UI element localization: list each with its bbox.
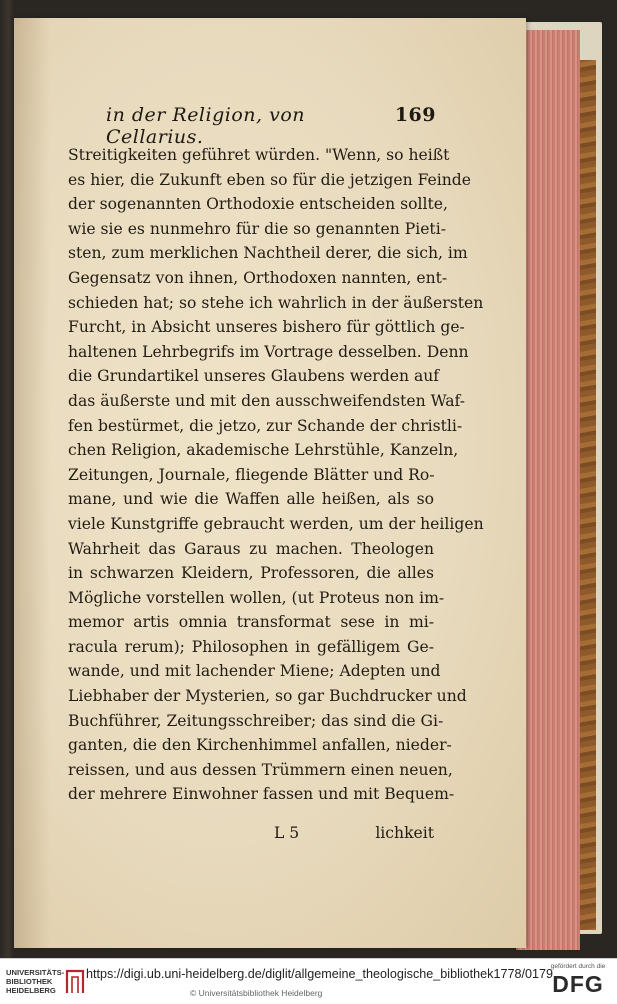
text-line: wie sie es nunmehro für die so genannten Pieti- <box>68 219 446 238</box>
text-line: schieden hat; so stehe ich wahrlich in der äußersten <box>68 293 484 312</box>
text-line: reissen, und aus dessen Trümmern einen neuen, <box>68 760 453 779</box>
text-line: ganten, die den Kirchenhimmel anfallen, nieder- <box>68 736 452 755</box>
text-line: das äußerste und mit den ausschweifendsten Waf- <box>68 391 466 410</box>
dfg-funding-badge[interactable] <box>547 963 609 997</box>
text-line: racula rerum); Philosophen in gefälligem Ge- <box>68 637 434 656</box>
library-name-line: BIBLIOTHEK <box>6 977 53 986</box>
text-line: memor artis omnia transformat sese in mi- <box>68 613 434 632</box>
copyright-notice: © Universitätsbibliothek Heidelberg <box>190 988 323 998</box>
page-footer <box>68 824 434 848</box>
dfg-logo: DFG <box>552 971 604 997</box>
running-title: in der Religion, von Cellarius. <box>106 104 305 148</box>
viewer-footer-bar <box>0 958 617 1004</box>
funded-by-label: gefördert durch die <box>550 963 606 970</box>
text-line: in schwarzen Kleidern, Professoren, die alles <box>68 564 434 583</box>
text-line: Liebhaber der Mysterien, so gar Buchdrucker und <box>68 687 467 706</box>
text-line: Gegensatz von ihnen, Orthodoxen nannten, ent- <box>68 268 448 287</box>
text-line: es hier, die Zukunft eben so für die jetzigen Feinde <box>68 170 472 189</box>
text-line: mane, und wie die Waffen alle heißen, als so <box>68 490 434 509</box>
signature-mark: L 5 <box>274 824 300 842</box>
text-line: chen Religion, akademische Lehrstühle, Kanzeln, <box>68 441 459 460</box>
text-line: viele Kunstgriffe gebraucht werden, um der heiligen <box>68 514 484 533</box>
page-header <box>106 104 436 148</box>
text-line: Mögliche vorstellen wollen, (ut Proteus non im- <box>68 588 445 607</box>
text-line: Wahrheit das Garaus zu machen. Theologen <box>68 539 434 558</box>
text-line: Streitigkeiten geführet würden. "Wenn, so heißt <box>68 146 450 164</box>
catchword: lichkeit <box>375 824 434 842</box>
page-number: 169 <box>394 104 436 126</box>
permalink-url[interactable]: https://digi.ub.uni-heidelberg.de/diglit/allgemeine_theologische_bibliothek1778/0179 <box>86 967 554 981</box>
text-line: haltenen Lehrbegrifs im Vortrage desselben. Denn <box>68 342 469 361</box>
library-name-line: UNIVERSITÄTS- <box>6 968 65 977</box>
text-line: der sogenannten Orthodoxie entscheiden sollte, <box>68 195 448 214</box>
library-name-line: HEIDELBERG <box>6 986 56 995</box>
text-line: Buchführer, Zeitungsschreiber; das sind die Gi- <box>68 711 444 730</box>
book-page <box>14 18 526 948</box>
body-text <box>68 143 484 807</box>
text-line: sten, zum merklichen Nachtheil derer, die sich, im <box>68 244 468 263</box>
text-line: wande, und mit lachender Miene; Adepten und <box>68 662 441 681</box>
text-line: Furcht, in Absicht unseres bishero für göttlich ge- <box>68 318 465 337</box>
text-line: fen bestürmet, die jetzo, zur Schande der christli- <box>68 416 463 435</box>
text-line: der mehrere Einwohner fassen und mit Bequem- <box>68 785 455 804</box>
library-logo-text[interactable] <box>6 968 72 995</box>
text-line: Zeitungen, Journale, fliegende Blätter und Ro- <box>68 465 435 484</box>
text-line: die Grundartikel unseres Glaubens werden auf <box>68 367 440 386</box>
library-logo-icon <box>64 967 86 995</box>
